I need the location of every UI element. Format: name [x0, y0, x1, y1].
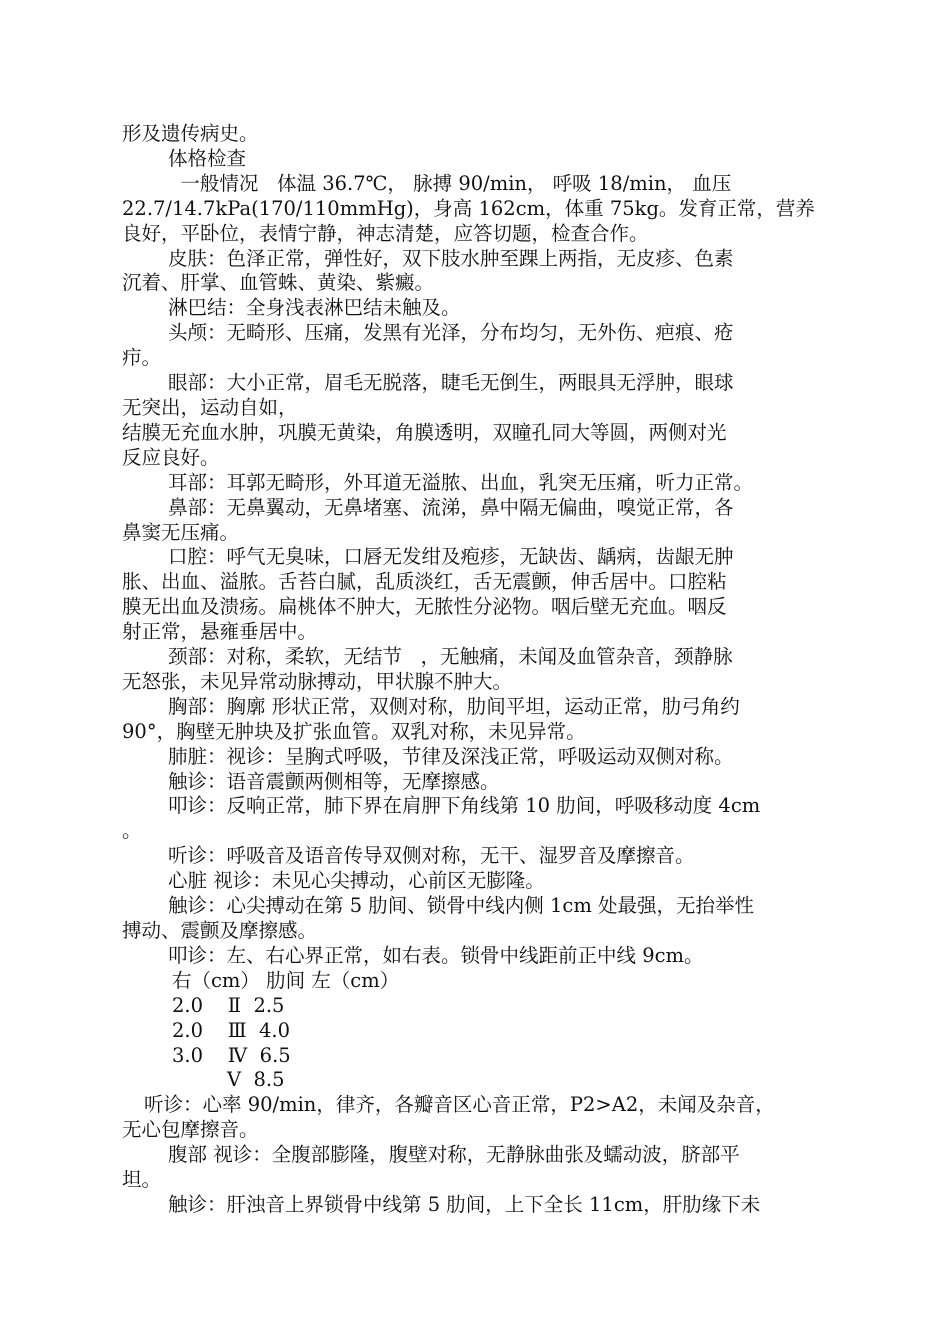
document-page: [122, 122, 830, 1218]
text-line: 良好，平卧位，表情宁静，神志清楚，应答切题，检查合作。: [122, 221, 649, 245]
text-line: 叩诊：反响正常，肺下界在肩胛下角线第 10 肋间，呼吸移动度 4cm: [168, 794, 761, 818]
text-line: 。: [122, 819, 142, 843]
text-line: 反应良好。: [122, 445, 220, 469]
text-line: 坦。: [122, 1168, 162, 1192]
text-line: 形及遗传病史。: [122, 122, 259, 145]
text-line: 触诊：肝浊音上界锁骨中线第 5 肋间，上下全长 11cm，肝肋缘下未: [168, 1192, 761, 1216]
text-line: 无怒张，未见异常动脉搏动，甲状腺不肿大。: [122, 669, 513, 693]
text-line: 头颅：无畸形、压痛，发黑有光泽，分布均匀，无外伤、疤痕、疮: [168, 321, 734, 345]
text-line: 一般情况 体温 36.7℃， 脉搏 90/min， 呼吸 18/min， 血压: [168, 171, 732, 195]
text-line: 颈部：对称，柔软，无结节 ，无触痛，未闻及血管杂音，颈静脉: [168, 645, 733, 669]
heart-border-table-row: 2.0 Ⅲ 4.0: [172, 1018, 291, 1042]
text-line: 疖。: [122, 346, 162, 370]
text-line: 眼部：大小正常，眉毛无脱落，睫毛无倒生，两眼具无浮肿，眼球: [168, 371, 734, 395]
text-line: 口腔：呼气无臭味，口唇无发绀及疱疹，无缺齿、龋病，齿龈无肿: [168, 545, 734, 569]
text-line: 听诊：呼吸音及语音传导双侧对称，无干、湿罗音及摩擦音。: [168, 844, 695, 868]
text-line: 触诊：心尖搏动在第 5 肋间、锁骨中线内侧 1cm 处最强，无抬举性: [168, 894, 755, 918]
text-line: 腹部 视诊：全腹部膨隆，腹壁对称，无静脉曲张及蠕动波，脐部平: [168, 1143, 740, 1167]
text-line: 皮肤：色泽正常，弹性好，双下肢水肿至踝上两指，无皮疹、色素: [168, 246, 734, 270]
text-line: 鼻窦无压痛。: [122, 520, 240, 544]
text-line: 听诊：心率 90/min，律齐，各瓣音区心音正常，P2>A2，未闻及杂音，: [144, 1093, 775, 1117]
text-line: 无突出，运动自如，: [122, 395, 298, 419]
text-line: 耳部：耳郭无畸形，外耳道无溢脓、出血，乳突无压痛，听力正常。: [168, 470, 754, 494]
text-line: 淋巴结：全身浅表淋巴结未触及。: [168, 296, 461, 320]
text-line: 胀、出血、溢脓。舌苔白腻，乱质淡红，舌无震颤，伸舌居中。口腔粘: [122, 570, 727, 594]
text-line: 肺脏：视诊：呈胸式呼吸，节律及深浅正常，呼吸运动双侧对称。: [168, 744, 734, 768]
text-line: 胸部：胸廓 形状正常，双侧对称，肋间平坦，运动正常，肋弓角约: [168, 694, 740, 718]
text-line: 沉着、肝掌、血管蛛、黄染、紫癜。: [122, 271, 435, 295]
text-line: 22.7/14.7kPa(170/110mmHg)，身高 162cm，体重 75kg。发育正常，营养: [122, 196, 815, 220]
text-line: 90°，胸壁无肿块及扩张血管。双乳对称，未见异常。: [122, 719, 586, 743]
heart-border-table-header: 右（cm） 肋间 左（cm）: [172, 968, 400, 992]
text-line: 结膜无充血水肿，巩膜无黄染，角膜透明，双瞳孔同大等圆，两侧对光: [122, 420, 727, 444]
text-line: 鼻部：无鼻翼动，无鼻堵塞、流涕，鼻中隔无偏曲，嗅觉正常，各: [168, 495, 734, 519]
text-line: 心脏 视诊：未见心尖搏动，心前区无膨隆。: [168, 869, 545, 893]
text-line: 无心包摩擦音。: [122, 1118, 259, 1142]
heart-border-table-row: 2.0 Ⅱ 2.5: [172, 993, 285, 1017]
section-heading: 体格检查: [168, 146, 247, 170]
heart-border-table-row: 3.0 Ⅳ 6.5: [172, 1043, 291, 1067]
text-line: 触诊：语音震颤两侧相等，无摩擦感。: [168, 769, 500, 793]
text-line: 射正常，悬雍垂居中。: [122, 620, 318, 644]
heart-border-table-row: Ⅴ 8.5: [227, 1068, 285, 1092]
text-line: 搏动、震颤及摩擦感。: [122, 919, 318, 942]
text-line: 叩诊：左、右心界正常，如右表。锁骨中线距前正中线 9cm。: [168, 943, 704, 967]
text-line: 膜无出血及溃疡。扁桃体不肿大，无脓性分泌物。咽后壁无充血。咽反: [122, 595, 727, 619]
